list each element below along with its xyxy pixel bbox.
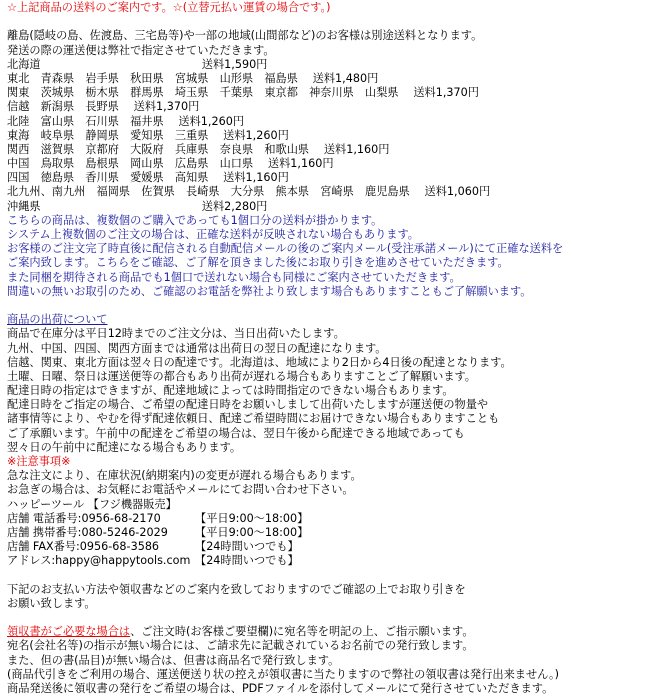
contact-label: 店舗 FAX番号:0956-68-3586: [7, 540, 160, 554]
region-prefectures: 富山県 石川県 福井県: [40, 114, 164, 128]
region-row: [7, 200, 666, 214]
region-row: [7, 143, 666, 157]
region-fee: 送料1,590円: [201, 57, 268, 71]
shipping-out-line: 九州、中国、四国、関西方面までは通常は出荷日の翌日の配達になります。: [7, 341, 387, 355]
spacer: [7, 15, 666, 29]
shipping-out-line: 諸事情等により、やむを得ず配達依頼日、配達ご希望時間にお届けできない場合もありますことも: [7, 412, 500, 426]
contact-row: [7, 540, 666, 554]
receipt-line: 商品発送後に領収書の発行をご希望の場合は、PDFファイルを添付してメールにて発行させていただきます。: [7, 682, 554, 695]
payment-note: お願い致します。: [7, 596, 96, 610]
region-fee: 送料1,480円: [312, 71, 379, 85]
company-name: ハッピーツール 【フジ機器販売】: [7, 497, 177, 511]
shipping-out-line: 商品で在庫分は平日12時までのご注文分は、当日出荷いたします。: [7, 327, 345, 341]
caution-heading: ※注意事項※: [7, 455, 71, 468]
region-prefectures: 青森県 岩手県 秋田県 宮城県 山形県 福島県: [40, 71, 298, 85]
region-fee: 送料2,280円: [201, 199, 268, 213]
region-prefectures: 新潟県 長野県: [40, 100, 119, 114]
shipping-note: こちらの商品は、複数個のご購入であっても1個口分の送料が掛かります。: [7, 213, 383, 227]
caution-line: お急ぎの場合は、お気軽にお電話やメールにてお問い合わせ下さい。: [7, 483, 354, 497]
region-fee: 送料1,160円: [323, 142, 390, 156]
region-fee: 送料1,260円: [223, 128, 289, 142]
spacer: [7, 569, 666, 583]
contact-row: [7, 526, 666, 540]
shipping-out-lines: [7, 327, 666, 455]
region-row: [7, 171, 666, 185]
spacer: [7, 611, 666, 625]
region-prefectures: 滋賀県 京都府 大阪府 兵庫県 奈良県 和歌山県: [40, 142, 310, 156]
contact-list: [7, 512, 666, 569]
caution-line: 急な注文により、在庫状況(納期案内)の変更が遅れる場合もあります。: [7, 469, 362, 483]
payment-note: 下記のお支払い方法や領収書などのご案内を致しておりますのでご確認の上でお取り引きを: [7, 582, 466, 596]
region-name: 北九州、南九州: [7, 185, 86, 199]
region-row: [7, 100, 666, 114]
region-prefectures: 徳島県 香川県 愛媛県 高知県: [40, 171, 209, 185]
shipping-out-heading: 商品の出荷について: [7, 313, 108, 327]
carrier-note: 発送の際の運送便は弊社で指定させていただきます。: [7, 43, 275, 57]
shipping-out-line: 翌々日の午前中に配達になる場合もあります。: [7, 440, 242, 454]
region-name: 北陸: [7, 114, 30, 128]
receipt-line: また、但の書(品目)が無い場合は、但書は商品名で発行致します。: [7, 653, 340, 667]
shipping-out-line: 土曜、日曜、祭日は運送便等の都合もあり出荷が遅れる場合もありますことご了解願います。: [7, 369, 476, 383]
region-prefectures: 茨城県 栃木県 群馬県 埼玉県 千葉県 東京都 神奈川県 山梨県: [40, 86, 399, 100]
region-prefectures: 岐阜県 静岡県 愛知県 三重県: [40, 128, 209, 142]
shipping-note: ご案内致します。こちらをご確認、ご了解を頂きました後にお取り引きを進めさせていただきます。: [7, 256, 509, 270]
region-prefectures: 福岡県 佐賀県 長崎県 大分県 熊本県 宮崎県 鹿児島県: [96, 185, 410, 199]
region-name: 四国: [7, 171, 30, 185]
region-prefectures: 鳥取県 島根県 岡山県 広島県 山口県: [40, 157, 254, 171]
region-name: 関東: [7, 86, 30, 100]
region-name: 沖縄県: [7, 199, 41, 213]
region-name: 東海: [7, 128, 30, 142]
shipping-out-line: 配達日時の指定はできますが、配達地域によっては時間指定のできない場合もあります。: [7, 384, 454, 398]
contact-hours: 【平日9:00～18:00】: [195, 525, 309, 539]
shipping-notes: [7, 214, 666, 299]
contact-hours: 【24時間いつでも】: [195, 540, 299, 554]
region-name: 関西: [7, 142, 30, 156]
island-note: 離島(隠岐の島、佐渡島、三宅島等)や一部の地域(山間部など)のお客様は別途送料となります。: [7, 29, 483, 43]
region-fee: 送料1,160円: [267, 157, 334, 171]
region-fee: 送料1,370円: [413, 86, 479, 100]
region-name: 中国: [7, 157, 30, 171]
region-row: [7, 129, 666, 143]
region-fee: 送料1,260円: [178, 114, 245, 128]
region-row: [7, 72, 666, 86]
shipping-out-line: 信越、関東、東北方面は翌々日の配達です。北海道は、地域により2日から4日後の配達となります。: [7, 355, 512, 369]
region-name: 東北: [7, 71, 30, 85]
receipt-line: (商品代引きをご利用の場合、運送便送り状の控えが領収書に当たりますので弊社の領収書は発行出来ません。): [7, 667, 559, 681]
spacer: [7, 299, 666, 313]
region-row: [7, 157, 666, 171]
region-row: [7, 58, 666, 72]
region-fee: 送料1,370円: [133, 100, 200, 114]
contact-row: [7, 554, 666, 568]
contact-row: [7, 512, 666, 526]
contact-label: 店舗 電話番号:0956-68-2170: [7, 511, 161, 525]
contact-label: アドレス:happy@happytools.com: [7, 554, 191, 568]
receipt-heading-emphasis: 領収書がご必要な場合は: [7, 625, 131, 639]
shipping-out-line: 配達日時をご指定の場合、ご希望の配達日時をお願いしまして出荷いたしますが運送便の物量や: [7, 398, 489, 412]
receipt-heading-rest: 、ご注文時(お客様ご要望欄)に宛名等を明記の上、ご指示願います。: [130, 625, 474, 639]
region-name: 北海道: [7, 57, 41, 71]
receipt-heading: [7, 625, 666, 639]
shipping-note: システム上複数個のご注文の場合は、正確な送料が反映されない場合もあります。: [7, 228, 419, 241]
region-row: [7, 115, 666, 129]
contact-hours: 【24時間いつでも】: [195, 554, 299, 568]
receipt-line: 宛名(会社名等)の指示が無い場合には、ご請求先に記載されているお名前での発行致します。: [7, 639, 474, 653]
shipping-heading: ☆上記商品の送料のご案内です。☆(立替元払い運賃の場合です。): [7, 1, 331, 14]
shipping-note: 間違いの無いお取引のため、ご確認のお電話を弊社より致します場合もありますこともご了解願います。: [7, 284, 532, 298]
region-name: 信越: [7, 100, 30, 114]
region-row: [7, 86, 666, 100]
region-row: [7, 185, 666, 199]
shipping-fee-list: [7, 58, 666, 214]
contact-hours: 【平日9:00～18:00】: [195, 511, 309, 525]
region-fee: 送料1,060円: [424, 185, 491, 199]
shipping-note: また同梱を期待される商品でも1個口で送れない場合も同様にご案内させていただきます。: [7, 270, 461, 284]
shipping-out-line: ご了承願います。午前中の配達をご希望の場合は、翌日午後から配達できる地域であっても: [7, 426, 465, 440]
region-fee: 送料1,160円: [223, 171, 289, 185]
contact-label: 店舗 携帯番号:080-5246-2029: [7, 525, 168, 539]
receipt-lines: [7, 639, 666, 696]
shipping-note: お客様のご注文完了時直後に配信される自動配信メールの後のご案内メール(受注承諾メール)にて正確な送料を: [7, 242, 564, 256]
